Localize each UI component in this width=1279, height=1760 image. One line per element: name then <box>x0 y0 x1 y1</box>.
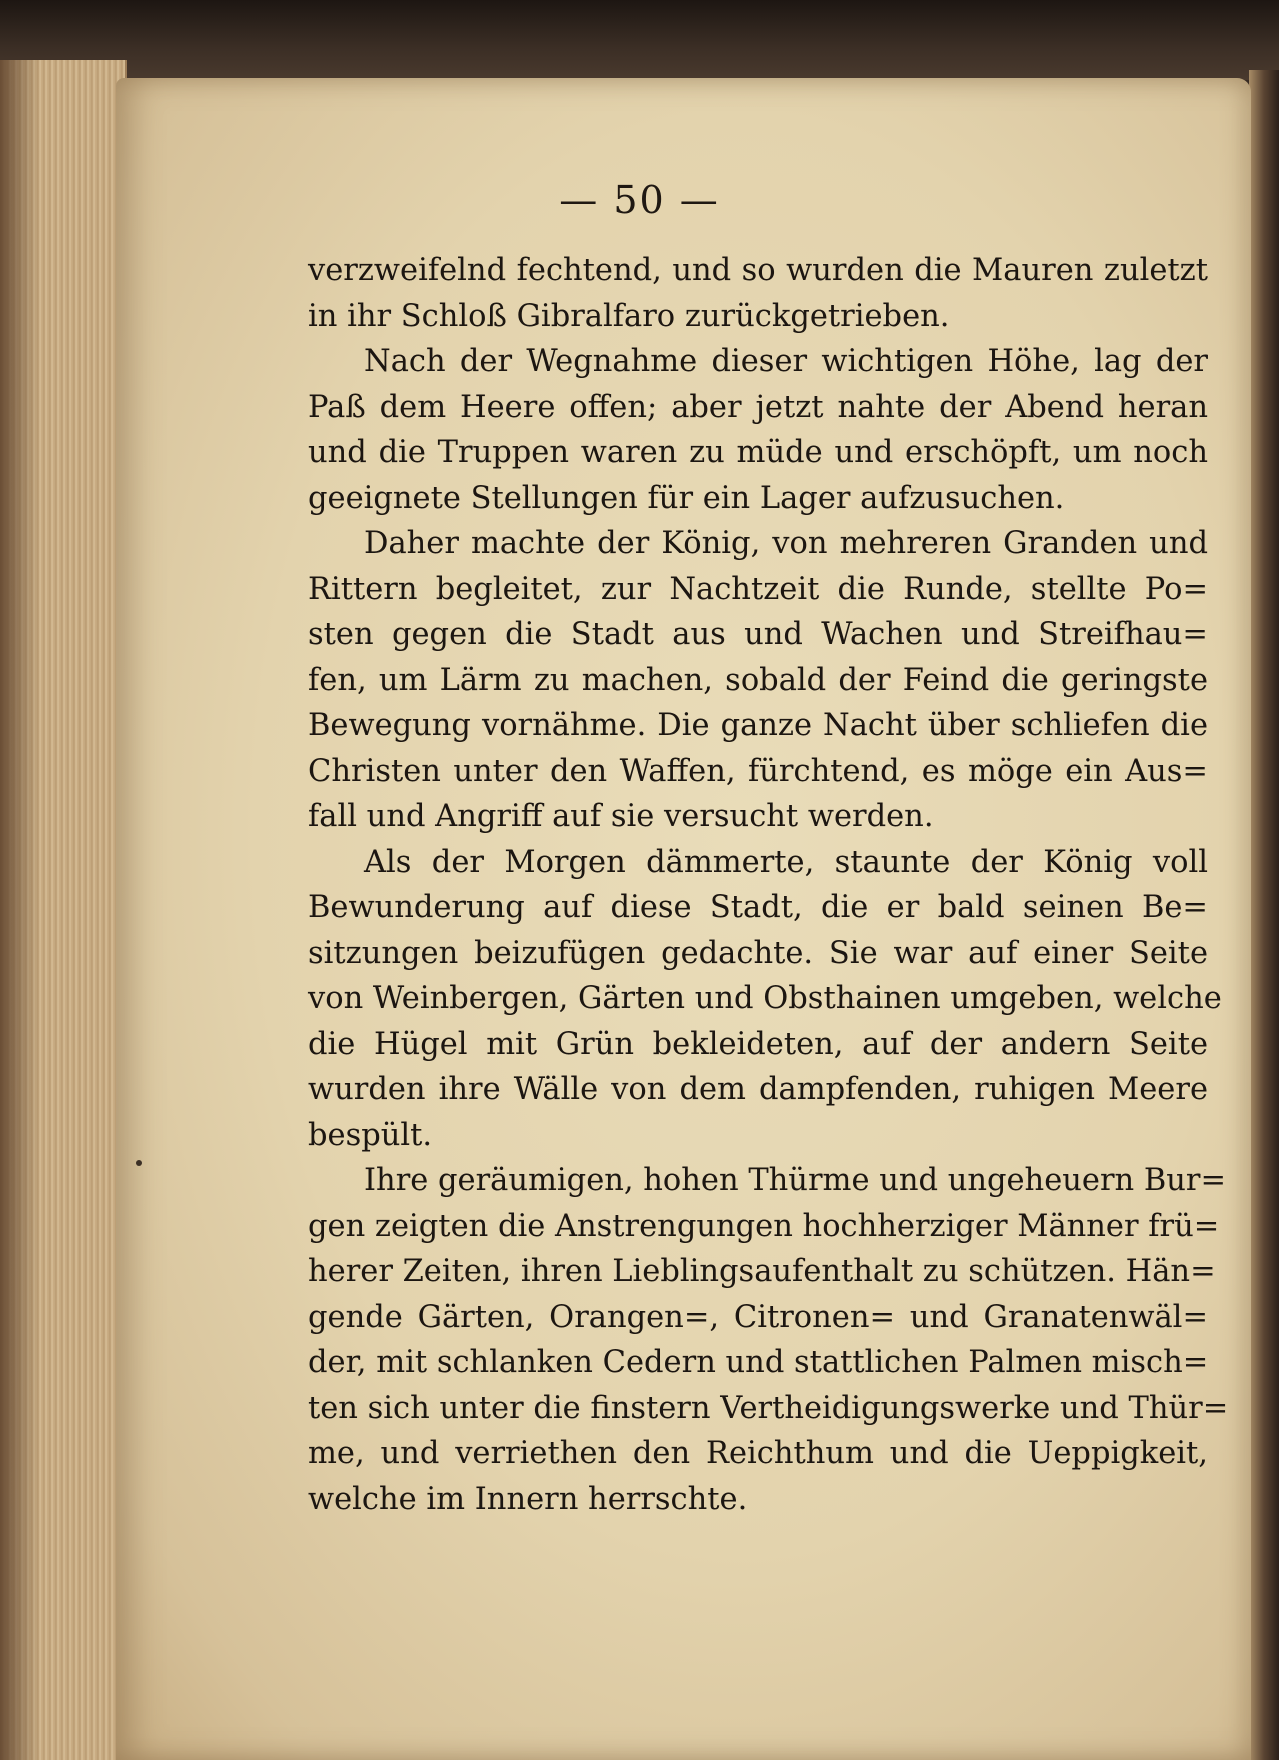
text-line: wurden ihre Wälle von dem dampfenden, ruhigen Meere <box>308 1072 1208 1107</box>
page-body-text <box>308 248 1229 1522</box>
book-cover-edge <box>0 0 1279 80</box>
text-line: fen, um Lärm zu machen, sobald der Feind die geringste <box>308 662 1208 698</box>
text-line: ten sich unter die finstern Vertheidigungswerke und Thür= <box>308 1390 1229 1426</box>
text-line: verzweifelnd fechtend, und so wurden die Mauren zuletzt <box>308 253 1208 288</box>
text-line: in ihr Schloß Gibralfaro zurückgetrieben. <box>308 298 950 334</box>
ink-speck <box>136 1160 142 1166</box>
text-line: Bewegung vornähme. Die ganze Nacht über schliefen die <box>308 708 1208 743</box>
book-binding-edge <box>1249 70 1279 1760</box>
text-line: herer Zeiten, ihren Lieblingsaufenthalt zu schützen. Hän= <box>308 1254 1216 1289</box>
text-line: gende Gärten, Orangen=, Citronen= und Granatenwäl= <box>308 1299 1208 1335</box>
text-line: geeignete Stellungen für ein Lager aufzusuchen. <box>308 480 1065 516</box>
text-line: welche im Innern herrschte. <box>308 1481 748 1517</box>
text-line: Nach der Wegnahme dieser wichtigen Höhe, lag der <box>364 344 1208 379</box>
text-line: der, mit schlanken Cedern und stattlichen Palmen misch= <box>308 1345 1209 1380</box>
page-number: — 50 — <box>559 178 720 222</box>
text-line: und die Truppen waren zu müde und erschöpft, um noch <box>308 435 1208 470</box>
text-line: sten gegen die Stadt aus und Wachen und Streifhau= <box>308 617 1208 652</box>
text-line: Bewunderung auf diese Stadt, die er bald seinen Be= <box>308 890 1208 925</box>
text-line: me, und verriethen den Reichthum und die Ueppigkeit, <box>308 1436 1208 1471</box>
text-line: Ihre geräumigen, hohen Thürme und ungeheuern Bur= <box>364 1163 1227 1198</box>
text-line: von Weinbergen, Gärten und Obsthainen umgeben, welche <box>308 981 1222 1016</box>
text-line: Paß dem Heere offen; aber jetzt nahte der Abend heran <box>308 389 1208 425</box>
text-line: Als der Morgen dämmerte, staunte der König voll <box>364 844 1208 880</box>
text-line: Daher machte der König, von mehreren Granden und <box>364 526 1208 561</box>
text-line: gen zeigten die Anstrengungen hochherziger Männer frü= <box>308 1208 1220 1244</box>
text-line: bespült. <box>308 1117 433 1153</box>
text-line: Rittern begleitet, zur Nachtzeit die Runde, stellte Po= <box>308 571 1208 607</box>
text-line: die Hügel mit Grün bekleideten, auf der andern Seite <box>308 1026 1208 1062</box>
text-line: Christen unter den Waffen, fürchtend, es möge ein Aus= <box>308 753 1208 789</box>
page-stack-shadow <box>0 60 40 1760</box>
text-line: fall und Angriff auf sie versucht werden. <box>308 799 934 834</box>
text-line: sitzungen beizufügen gedachte. Sie war auf einer Seite <box>308 935 1208 971</box>
